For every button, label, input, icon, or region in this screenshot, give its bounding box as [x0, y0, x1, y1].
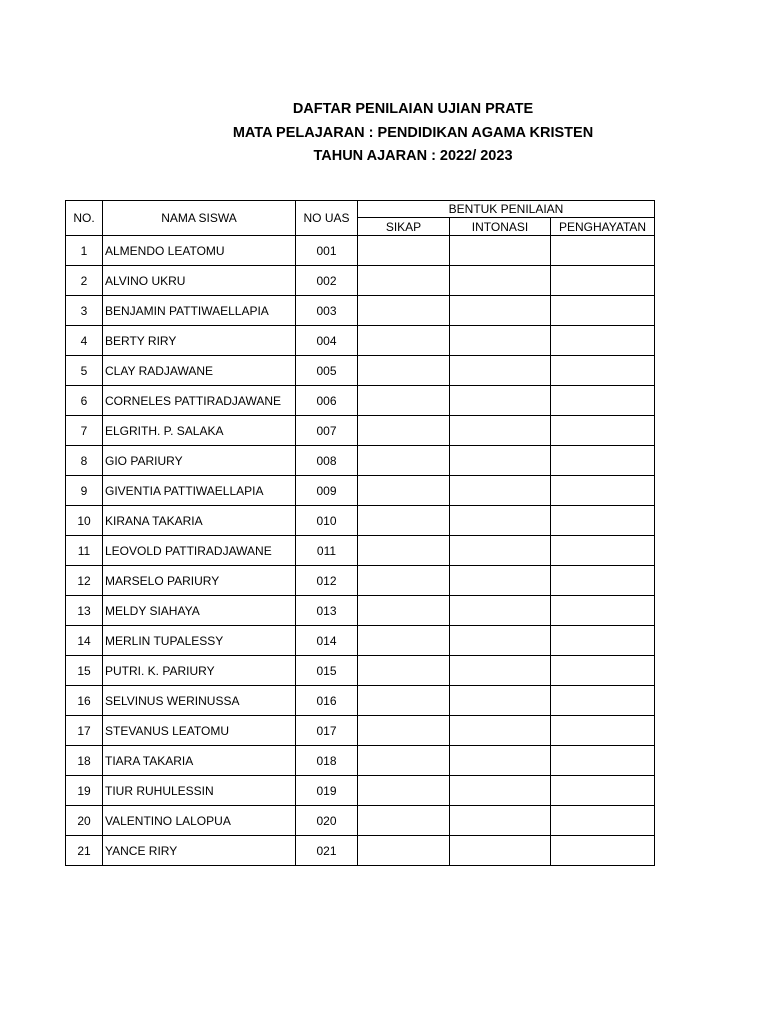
cell-nama-siswa: ALVINO UKRU	[103, 266, 296, 296]
cell-intonasi	[450, 296, 551, 326]
cell-sikap	[358, 386, 450, 416]
cell-no: 7	[66, 416, 103, 446]
title-line-1: DAFTAR PENILAIAN UJIAN PRATE	[292, 101, 534, 117]
cell-no: 21	[66, 836, 103, 866]
cell-sikap	[358, 416, 450, 446]
cell-sikap	[358, 566, 450, 596]
cell-penghayatan	[551, 326, 655, 356]
cell-penghayatan	[551, 716, 655, 746]
cell-intonasi	[450, 746, 551, 776]
cell-nama-siswa: ELGRITH. P. SALAKA	[103, 416, 296, 446]
table-row	[66, 326, 655, 356]
cell-penghayatan	[551, 266, 655, 296]
table-row	[66, 236, 655, 266]
cell-sikap	[358, 236, 450, 266]
cell-penghayatan	[551, 416, 655, 446]
cell-intonasi	[450, 806, 551, 836]
cell-sikap	[358, 836, 450, 866]
cell-no: 19	[66, 776, 103, 806]
cell-intonasi	[450, 446, 551, 476]
cell-intonasi	[450, 836, 551, 866]
cell-no-uas: 008	[296, 446, 358, 476]
cell-nama-siswa: KIRANA TAKARIA	[103, 506, 296, 536]
cell-penghayatan	[551, 356, 655, 386]
cell-nama-siswa: YANCE RIRY	[103, 836, 296, 866]
cell-no-uas: 021	[296, 836, 358, 866]
cell-intonasi	[450, 536, 551, 566]
table-row	[66, 296, 655, 326]
header-no: NO.	[66, 201, 103, 236]
cell-no-uas: 007	[296, 416, 358, 446]
cell-nama-siswa: GIO PARIURY	[103, 446, 296, 476]
cell-sikap	[358, 716, 450, 746]
cell-no: 1	[66, 236, 103, 266]
cell-penghayatan	[551, 506, 655, 536]
cell-no-uas: 004	[296, 326, 358, 356]
header-intonasi: INTONASI	[450, 218, 551, 236]
cell-intonasi	[450, 656, 551, 686]
cell-sikap	[358, 326, 450, 356]
cell-no: 12	[66, 566, 103, 596]
cell-sikap	[358, 776, 450, 806]
cell-no-uas: 002	[296, 266, 358, 296]
table-body	[66, 236, 655, 866]
cell-nama-siswa: ALMENDO LEATOMU	[103, 236, 296, 266]
cell-intonasi	[450, 686, 551, 716]
table-row	[66, 506, 655, 536]
cell-no: 16	[66, 686, 103, 716]
cell-no: 10	[66, 506, 103, 536]
cell-no-uas: 011	[296, 536, 358, 566]
cell-intonasi	[450, 236, 551, 266]
cell-intonasi	[450, 416, 551, 446]
cell-nama-siswa: CLAY RADJAWANE	[103, 356, 296, 386]
cell-nama-siswa: CORNELES PATTIRADJAWANE	[103, 386, 296, 416]
cell-intonasi	[450, 266, 551, 296]
cell-no-uas: 010	[296, 506, 358, 536]
table-row	[66, 806, 655, 836]
cell-no: 14	[66, 626, 103, 656]
table-row	[66, 386, 655, 416]
cell-nama-siswa: VALENTINO LALOPUA	[103, 806, 296, 836]
title-line-3: TAHUN AJARAN : 2022/ 2023	[313, 148, 513, 164]
cell-no-uas: 015	[296, 656, 358, 686]
cell-no: 6	[66, 386, 103, 416]
cell-no-uas: 018	[296, 746, 358, 776]
cell-nama-siswa: PUTRI. K. PARIURY	[103, 656, 296, 686]
cell-penghayatan	[551, 686, 655, 716]
cell-no: 15	[66, 656, 103, 686]
cell-penghayatan	[551, 476, 655, 506]
table-row	[66, 476, 655, 506]
cell-sikap	[358, 506, 450, 536]
cell-sikap	[358, 536, 450, 566]
cell-no: 8	[66, 446, 103, 476]
cell-no-uas: 017	[296, 716, 358, 746]
cell-sikap	[358, 806, 450, 836]
cell-intonasi	[450, 356, 551, 386]
cell-penghayatan	[551, 296, 655, 326]
header-no-uas: NO UAS	[296, 201, 358, 236]
cell-penghayatan	[551, 626, 655, 656]
cell-no: 18	[66, 746, 103, 776]
cell-penghayatan	[551, 386, 655, 416]
table-row	[66, 596, 655, 626]
table-row	[66, 536, 655, 566]
cell-no-uas: 016	[296, 686, 358, 716]
cell-intonasi	[450, 326, 551, 356]
table-row	[66, 446, 655, 476]
table-row	[66, 836, 655, 866]
table-row	[66, 716, 655, 746]
cell-no-uas: 006	[296, 386, 358, 416]
cell-no: 3	[66, 296, 103, 326]
cell-no-uas: 005	[296, 356, 358, 386]
cell-no: 17	[66, 716, 103, 746]
cell-penghayatan	[551, 236, 655, 266]
cell-nama-siswa: BERTY RIRY	[103, 326, 296, 356]
cell-sikap	[358, 626, 450, 656]
document-title-block	[0, 98, 768, 169]
cell-no-uas: 014	[296, 626, 358, 656]
cell-sikap	[358, 596, 450, 626]
cell-penghayatan	[551, 446, 655, 476]
cell-penghayatan	[551, 596, 655, 626]
header-bentuk-penilaian: BENTUK PENILAIAN	[358, 201, 655, 218]
table-row	[66, 686, 655, 716]
cell-sikap	[358, 746, 450, 776]
cell-intonasi	[450, 386, 551, 416]
cell-no: 11	[66, 536, 103, 566]
cell-penghayatan	[551, 806, 655, 836]
cell-intonasi	[450, 596, 551, 626]
cell-intonasi	[450, 776, 551, 806]
cell-no-uas: 001	[296, 236, 358, 266]
cell-nama-siswa: MARSELO PARIURY	[103, 566, 296, 596]
cell-sikap	[358, 476, 450, 506]
cell-no: 5	[66, 356, 103, 386]
cell-no: 2	[66, 266, 103, 296]
cell-penghayatan	[551, 746, 655, 776]
cell-no: 20	[66, 806, 103, 836]
header-sikap: SIKAP	[358, 218, 450, 236]
cell-nama-siswa: SELVINUS WERINUSSA	[103, 686, 296, 716]
cell-intonasi	[450, 566, 551, 596]
cell-sikap	[358, 656, 450, 686]
cell-no-uas: 003	[296, 296, 358, 326]
cell-nama-siswa: TIUR RUHULESSIN	[103, 776, 296, 806]
cell-penghayatan	[551, 656, 655, 686]
cell-no-uas: 020	[296, 806, 358, 836]
cell-intonasi	[450, 506, 551, 536]
table-row	[66, 656, 655, 686]
cell-nama-siswa: GIVENTIA PATTIWAELLAPIA	[103, 476, 296, 506]
cell-sikap	[358, 296, 450, 326]
cell-sikap	[358, 266, 450, 296]
cell-nama-siswa: LEOVOLD PATTIRADJAWANE	[103, 536, 296, 566]
cell-sikap	[358, 356, 450, 386]
table-row	[66, 626, 655, 656]
assessment-table	[65, 200, 655, 866]
cell-no: 4	[66, 326, 103, 356]
cell-penghayatan	[551, 536, 655, 566]
table-row	[66, 566, 655, 596]
cell-intonasi	[450, 626, 551, 656]
cell-sikap	[358, 686, 450, 716]
header-penghayatan: PENGHAYATAN	[551, 218, 655, 236]
cell-no-uas: 009	[296, 476, 358, 506]
cell-intonasi	[450, 716, 551, 746]
cell-nama-siswa: TIARA TAKARIA	[103, 746, 296, 776]
cell-penghayatan	[551, 566, 655, 596]
cell-no: 13	[66, 596, 103, 626]
cell-no-uas: 019	[296, 776, 358, 806]
cell-no: 9	[66, 476, 103, 506]
table-row	[66, 266, 655, 296]
cell-intonasi	[450, 476, 551, 506]
cell-nama-siswa: STEVANUS LEATOMU	[103, 716, 296, 746]
table-row	[66, 776, 655, 806]
cell-nama-siswa: MERLIN TUPALESSY	[103, 626, 296, 656]
title-line-2: MATA PELAJARAN : PENDIDIKAN AGAMA KRISTEN	[232, 124, 594, 141]
cell-nama-siswa: BENJAMIN PATTIWAELLAPIA	[103, 296, 296, 326]
cell-nama-siswa: MELDY SIAHAYA	[103, 596, 296, 626]
table-row	[66, 356, 655, 386]
table-row	[66, 746, 655, 776]
table-row	[66, 416, 655, 446]
cell-no-uas: 012	[296, 566, 358, 596]
header-nama-siswa: NAMA SISWA	[103, 201, 296, 236]
cell-penghayatan	[551, 836, 655, 866]
cell-no-uas: 013	[296, 596, 358, 626]
cell-penghayatan	[551, 776, 655, 806]
cell-sikap	[358, 446, 450, 476]
